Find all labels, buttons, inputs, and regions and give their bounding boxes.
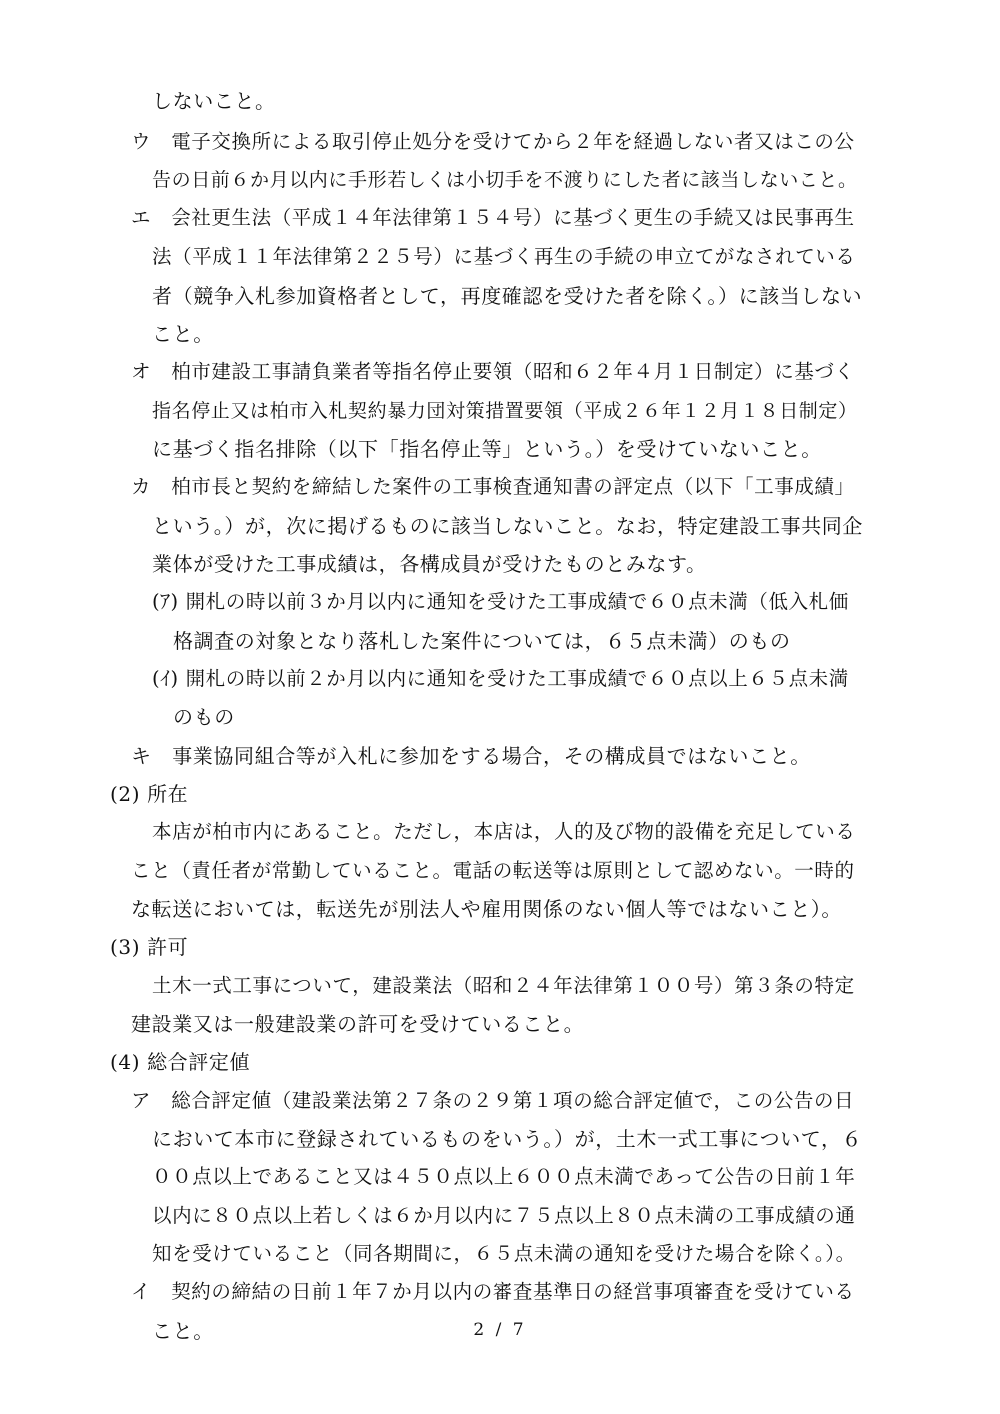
text-line: こと。 <box>152 322 214 346</box>
text-line: 告の日前６か月以内に手形若しくは小切手を不渡りにした者に該当しないこと。 <box>152 169 858 191</box>
text-line: こと。 <box>152 1319 214 1343</box>
text-line: に基づく指名排除（以下「指名停止等」という。）を受けていないこと。 <box>152 437 822 461</box>
text-line: エ 会社更生法（平成１４年法律第１５４号）に基づく更生の手続又は民事再生 <box>131 206 855 229</box>
text-line: ア 総合評定値（建設業法第２７条の２９第１項の総合評定値で，この公告の日 <box>131 1089 855 1112</box>
text-line: において本市に登録されているものをいう。）が，土木一式工事について，６ <box>152 1127 863 1151</box>
text-line: (3) 許可 <box>110 935 189 959</box>
text-line: カ 柏市長と契約を締結した案件の工事検査通知書の評定点（以下「工事成績」 <box>131 475 855 498</box>
text-line: 指名停止又は柏市入札契約暴力団対策措置要領（平成２６年１２月１８日制定） <box>152 400 858 422</box>
text-line: オ 柏市建設工事請負業者等指名停止要領（昭和６２年４月１日制定）に基づく <box>131 360 855 383</box>
text-line: 法（平成１１年法律第２２５号）に基づく再生の手続の申立てがなされている <box>152 245 856 268</box>
text-line: ウ 電子交換所による取引停止処分を受けてから２年を経過しない者又はこの公 <box>131 130 855 153</box>
text-line: 者（競争入札参加資格者として，再度確認を受けた者を除く。）に該当しない <box>152 284 863 308</box>
text-line: 格調査の対象となり落札した案件については，６５点未満）のもの <box>173 629 791 653</box>
text-line: しないこと。 <box>152 89 276 113</box>
text-line: のもの <box>173 705 235 729</box>
text-line: 知を受けていること（同各期間に，６５点未満の通知を受けた場合を除く。）。 <box>152 1242 856 1265</box>
text-line: 建設業又は一般建設業の許可を受けていること。 <box>131 1012 585 1036</box>
text-line: 土木一式工事について，建設業法（昭和２４年法律第１００号）第３条の特定 <box>152 974 855 997</box>
text-line: 本店が柏市内にあること。ただし，本店は，人的及び物的設備を充足している <box>152 820 856 843</box>
page-number: 2 / 7 <box>473 1320 527 1340</box>
text-line: キ 事業協同組合等が入札に参加をする場合，その構成員ではないこと。 <box>131 744 811 768</box>
text-line: こと（責任者が常勤していること。電話の転送等は原則として認めない。一時的 <box>131 859 855 882</box>
text-line: な転送においては，転送先が別法人や雇用関係のない個人等ではないこと）。 <box>131 897 842 921</box>
text-line: (ｱ) 開札の時以前３か月以内に通知を受けた工事成績で６０点未満（低入札価 <box>152 590 849 613</box>
text-line: ００点以上であること又は４５０点以上６００点未満であって公告の日前１年 <box>152 1165 856 1188</box>
text-line: 以内に８０点以上若しくは６か月以内に７５点以上８０点未満の工事成績の通 <box>152 1204 856 1227</box>
text-line: イ 契約の締結の日前１年７か月以内の審査基準日の経営事項審査を受けている <box>131 1280 855 1303</box>
text-line: 業体が受けた工事成績は，各構成員が受けたものとみなす。 <box>152 552 707 576</box>
text-line: という。）が，次に掲げるものに該当しないこと。なお，特定建設工事共同企 <box>152 514 863 538</box>
text-line: (4) 総合評定値 <box>110 1050 251 1074</box>
text-line: (2) 所在 <box>110 782 189 806</box>
text-line: (ｲ) 開札の時以前２か月以内に通知を受けた工事成績で６０点以上６５点未満 <box>152 667 849 690</box>
